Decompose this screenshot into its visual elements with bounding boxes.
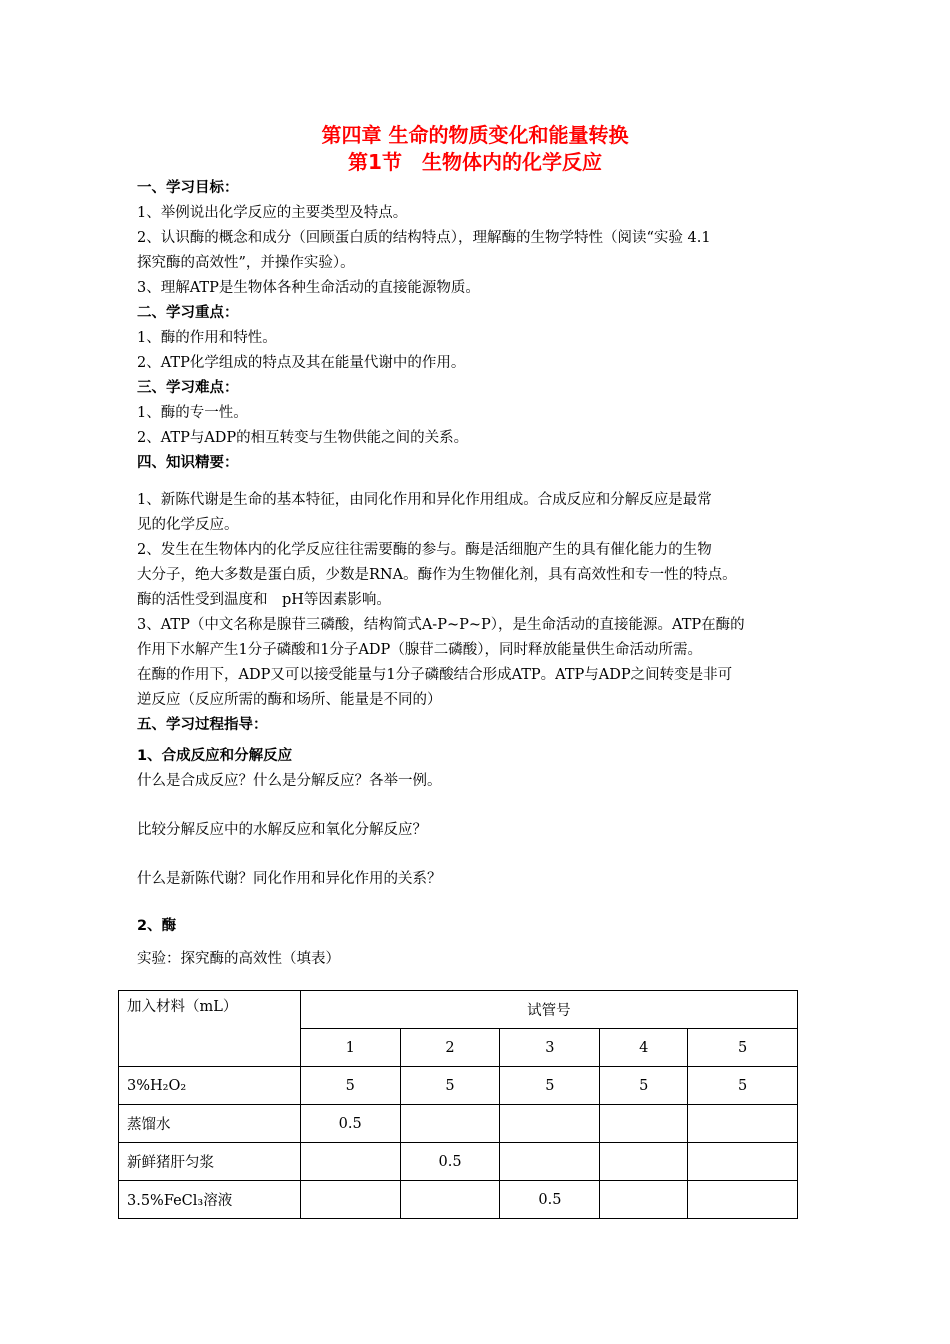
table-cell: 5 [688,1067,798,1105]
difficulty-2: 2、ATP与ADP的相互转变与生物供能之间的关系。 [137,430,469,446]
table-cell [688,1181,798,1219]
goal-2-line-1: 2、认识酶的概念和成分（回顾蛋白质的结构特点），理解酶的生物学特性（阅读“实验 4.1 [137,230,711,246]
document-body [137,176,827,972]
table-cell [600,1105,688,1143]
experiment-table [118,990,798,1219]
heading-knowledge: 四、知识精要： [137,455,239,471]
goal-1: 1、举例说出化学反应的主要类型及特点。 [137,205,408,221]
difficulty-1: 1、酶的专一性。 [137,405,248,421]
table-cell [600,1181,688,1219]
knowledge-1-line-1: 1、新陈代谢是生命的基本特征，由同化作用和异化作用组成。合成反应和分解反应是最常 [137,492,712,508]
table-cell: 5 [300,1067,400,1105]
table-cell [500,1105,600,1143]
header-tube-number: 试管号 [300,991,797,1029]
table-cell [600,1143,688,1181]
question-3: 什么是新陈代谢？同化作用和异化作用的关系？ [137,871,442,887]
header-material: 加入材料（mL） [119,991,301,1067]
knowledge-2-line-3: 酶的活性受到温度和 pH等因素影响。 [137,592,391,608]
experiment-caption: 实验：探究酶的高效性（填表） [137,951,340,967]
table-cell: 5 [400,1067,500,1105]
table-cell: 5 [600,1067,688,1105]
heading-key-points: 二、学习重点： [137,305,239,321]
key-point-2: 2、ATP化学组成的特点及其在能量代谢中的作用。 [137,355,466,371]
section-title: 第1节 生物体内的化学反应 [348,150,602,174]
tube-number: 1 [300,1029,400,1067]
knowledge-2-line-1: 2、发生在生物体内的化学反应往往需要酶的参与。酶是活细胞产生的具有催化能力的生物 [137,542,712,558]
tube-number: 4 [600,1029,688,1067]
goal-3: 3、理解ATP是生物体各种生命活动的直接能源物质。 [137,280,480,296]
table-row [119,1067,798,1105]
row-label: 3%H₂O₂ [119,1067,301,1105]
table-cell [300,1143,400,1181]
tube-number: 2 [400,1029,500,1067]
row-label: 新鲜猪肝匀浆 [119,1143,301,1181]
knowledge-1-line-2: 见的化学反应。 [137,517,239,533]
question-1: 什么是合成反应？什么是分解反应？各举一例。 [137,773,442,789]
question-2: 比较分解反应中的水解反应和氧化分解反应？ [137,822,427,838]
row-label: 蒸馏水 [119,1105,301,1143]
heading-learning-goals: 一、学习目标： [137,180,239,196]
row-label: 3.5%FeCl₃溶液 [119,1181,301,1219]
goal-2-line-2: 探究酶的高效性”，并操作实验）。 [137,255,355,271]
table-cell: 0.5 [300,1105,400,1143]
table-row [119,1105,798,1143]
table-cell: 0.5 [400,1143,500,1181]
table-cell [400,1181,500,1219]
table-cell [400,1105,500,1143]
tube-number: 5 [688,1029,798,1067]
table-header-row [119,991,798,1029]
knowledge-2-line-2: 大分子，绝大多数是蛋白质，少数是RNA。酶作为生物催化剂，具有高效性和专一性的特点。 [137,567,737,583]
table-cell [688,1143,798,1181]
heading-difficulties: 三、学习难点： [137,380,239,396]
table-cell [500,1143,600,1181]
table-cell [688,1105,798,1143]
knowledge-3-line-1: 3、ATP（中文名称是腺苷三磷酸，结构简式A-P~P~P），是生命活动的直接能源。ATP在酶的 [137,617,745,633]
tube-number: 3 [500,1029,600,1067]
table-cell: 0.5 [500,1181,600,1219]
heading-process-guide: 五、学习过程指导： [137,717,268,733]
subheading-reactions: 1、合成反应和分解反应 [137,748,293,764]
key-point-1: 1、酶的作用和特性。 [137,330,277,346]
chapter-title: 第四章 生命的物质变化和能量转换 [321,123,629,147]
table-row [119,1181,798,1219]
subheading-enzyme: 2、酶 [137,918,177,934]
knowledge-3-line-2: 作用下水解产生1分子磷酸和1分子ADP（腺苷二磷酸），同时释放能量供生命活动所需。 [137,642,703,658]
table-row [119,1143,798,1181]
table-cell: 5 [500,1067,600,1105]
table-cell [300,1181,400,1219]
knowledge-3-line-3: 在酶的作用下，ADP又可以接受能量与1分子磷酸结合形成ATP。ATP与ADP之间转变是非可 [137,667,733,683]
knowledge-3-line-4: 逆反应（反应所需的酶和场所、能量是不同的） [137,692,442,708]
